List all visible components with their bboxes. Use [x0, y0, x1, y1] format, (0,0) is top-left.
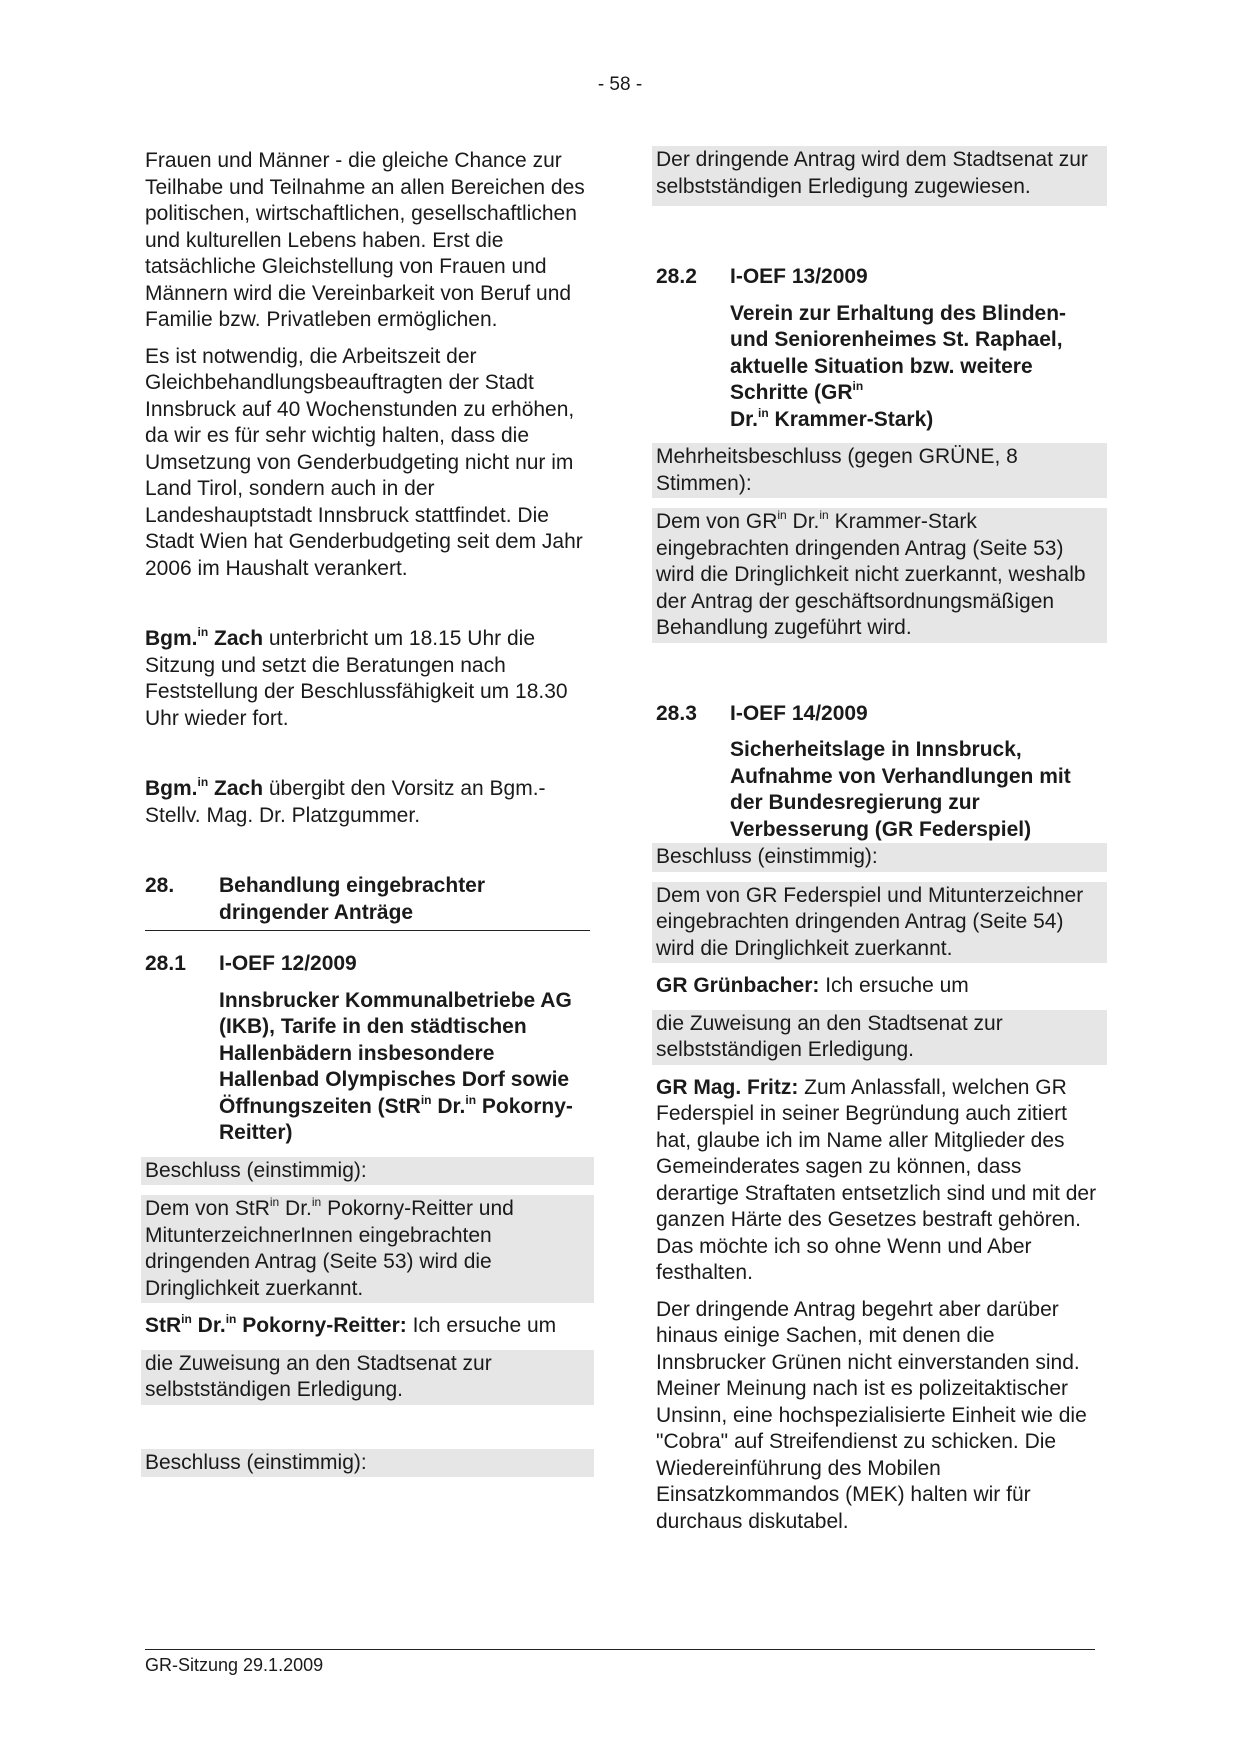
speaker-statement: GR Mag. Fritz: Zum Anlassfall, welchen GR Federspiel in seiner Begründung auch zitiert hat, glaube ich im Name aller Mitglieder des Gemeinderates sagen zu können, dass derartige Straftaten entsetzlich sind und mit der ganzen Härte des Gesetzes bestraft gehören. Das möchte ich so ohne Wenn und Aber festhalten.	[656, 1075, 1097, 1284]
page-number: - 58 -	[597, 74, 643, 95]
section-subject: Verein zur Erhaltung des Blinden- und Seniorenheimes St. Raphael, aktuelle Situation bzw. weitere Schritte ($GR^{in}$ Dr.$^{in}$ Krammer-Stark)	[730, 301, 1067, 431]
section-subject: Innsbrucker Kommunalbetriebe AG (IKB), Tarife in den städtischen Hallenbädern insbesondere Hallenbad Olympisches Dorf sowie Öffnungszeiten (StR$^{in}$ Dr.$^{in}$ Pokorny-Reitter)	[219, 988, 573, 1144]
paragraph: Es ist notwendig, die Arbeitszeit der Gleichbehandlungsbeauftragten der Stadt Innsbruck auf 40 Wochenstunden zu erhöhen, da wir es für sehr wichtig halten, dass die Umsetzung von Genderbudgeting nicht nur im Land Tirol, sondern auch in der Landeshauptstadt Innsbruck stattfindet. Die Stadt Wien hat Genderbudgeting seit dem Jahr 2006 im Haushalt verankert.	[145, 344, 583, 580]
resolution-text: Dem von StR$^{in}$ Dr.$^{in}$ Pokorny-Reitter und MitunterzeichnerInnen eingebrachten dringenden Antrag (Seite 53) wird die Dringlichkeit zuerkannt.	[141, 1195, 594, 1303]
section-code: I-OEF 13/2009	[730, 265, 868, 288]
resolution-label: Beschluss (einstimmig):	[141, 1157, 594, 1186]
resolution-text: Dem von $GR^{in}$ Dr.$^{in}$ Krammer-Stark eingebrachten dringenden Antrag (Seite 53) wird die Dringlichkeit nicht zuerkannt, weshalb der Antrag der geschäftsordnungsmäßigen Behandlung zugeführt wird.	[652, 508, 1107, 643]
speaker-name: Bgm.$^{in}$ Zach	[145, 625, 264, 650]
section-number: 28.	[145, 874, 175, 897]
section-number: 28.3	[656, 701, 697, 725]
speaker-name: GR Grünbacher:	[656, 974, 820, 997]
resolution-text: Dem von GR Federspiel und Mitunterzeichner eingebrachten dringenden Antrag (Seite 54) wird die Dringlichkeit zuerkannt.	[652, 882, 1107, 964]
section-title: Behandlung eingebrachter dringender Anträge	[219, 874, 486, 924]
left-column	[145, 148, 590, 1477]
assignment-text: die Zuweisung an den Stadtsenat zur selbstständigen Erledigung.	[141, 1350, 594, 1405]
section-subject: Sicherheitslage in Innsbruck, Aufnahme von Verhandlungen mit der Bundesregierung zur Verbesserung (GR Federspiel)	[730, 738, 1071, 841]
section-number: 28.1	[145, 952, 186, 975]
resolution-label: Mehrheitsbeschluss (gegen GRÜNE, 8 Stimmen):	[652, 443, 1107, 498]
speaker-statement: GR Grünbacher: Ich ersuche um	[656, 974, 969, 997]
paragraph: Bgm.$^{in}$ Zach unterbricht um 18.15 Uhr die Sitzung und setzt die Beratungen nach Feststellung der Beschlussfähigkeit um 18.30 Uhr wieder fort.	[145, 625, 568, 730]
resolution-label: Beschluss (einstimmig):	[141, 1449, 594, 1478]
paragraph: Bgm.$^{in}$ Zach übergibt den Vorsitz an Bgm.-Stellv. Mag. Dr. Platzgummer.	[145, 775, 546, 827]
section-code: I-OEF 14/2009	[730, 701, 868, 725]
section-code: I-OEF 12/2009	[219, 952, 357, 975]
footer-divider	[145, 1649, 1095, 1650]
section-heading-28-2	[656, 264, 1103, 291]
paragraph: Frauen und Männer - die gleiche Chance zur Teilhabe und Teilnahme an allen Bereichen des politischen, wirtschaftlichen, gesellschaftlichen und kulturellen Lebens haben. Erst die tatsächliche Gleichstellung von Frauen und Männern wird die Vereinbarkeit von Beruf und Familie bzw. Privatleben ermöglichen.	[145, 149, 585, 331]
section-number: 28.2	[656, 265, 697, 288]
right-column	[656, 146, 1103, 1545]
section-heading-28-1	[145, 951, 590, 978]
assignment-text: die Zuweisung an den Stadtsenat zur selbstständigen Erledigung.	[652, 1010, 1107, 1065]
paragraph: Der dringende Antrag begehrt aber darüber hinaus einige Sachen, mit denen die Innsbrucker Grünen nicht einverstanden sind. Meiner Meinung nach ist es polizeitaktischer Unsinn, eine hochspezialisierte Einheit wie die "Cobra" auf Streifendienst zu schicken. Die Wiedereinführung des Mobilen Einsatzkommandos (MEK) halten wir für durchaus diskutabel.	[656, 1297, 1087, 1533]
speaker-statement: StR$^{in}$ Dr.$^{in}$ Pokorny-Reitter: Ich ersuche um	[145, 1312, 557, 1337]
section-heading-28-3	[656, 701, 1103, 728]
speaker-name: GR Mag. Fritz:	[656, 1075, 799, 1099]
footer-text: GR-Sitzung 29.1.2009	[145, 1655, 324, 1675]
resolution-label: Beschluss (einstimmig):	[652, 843, 1107, 872]
speaker-name: StR$^{in}$ Dr.$^{in}$ Pokorny-Reitter:	[145, 1312, 407, 1337]
resolution-text: Der dringende Antrag wird dem Stadtsenat zur selbstständigen Erledigung zugewiesen.	[652, 146, 1107, 206]
speaker-name: Bgm.$^{in}$ Zach	[145, 775, 264, 800]
section-heading-28	[145, 873, 590, 931]
